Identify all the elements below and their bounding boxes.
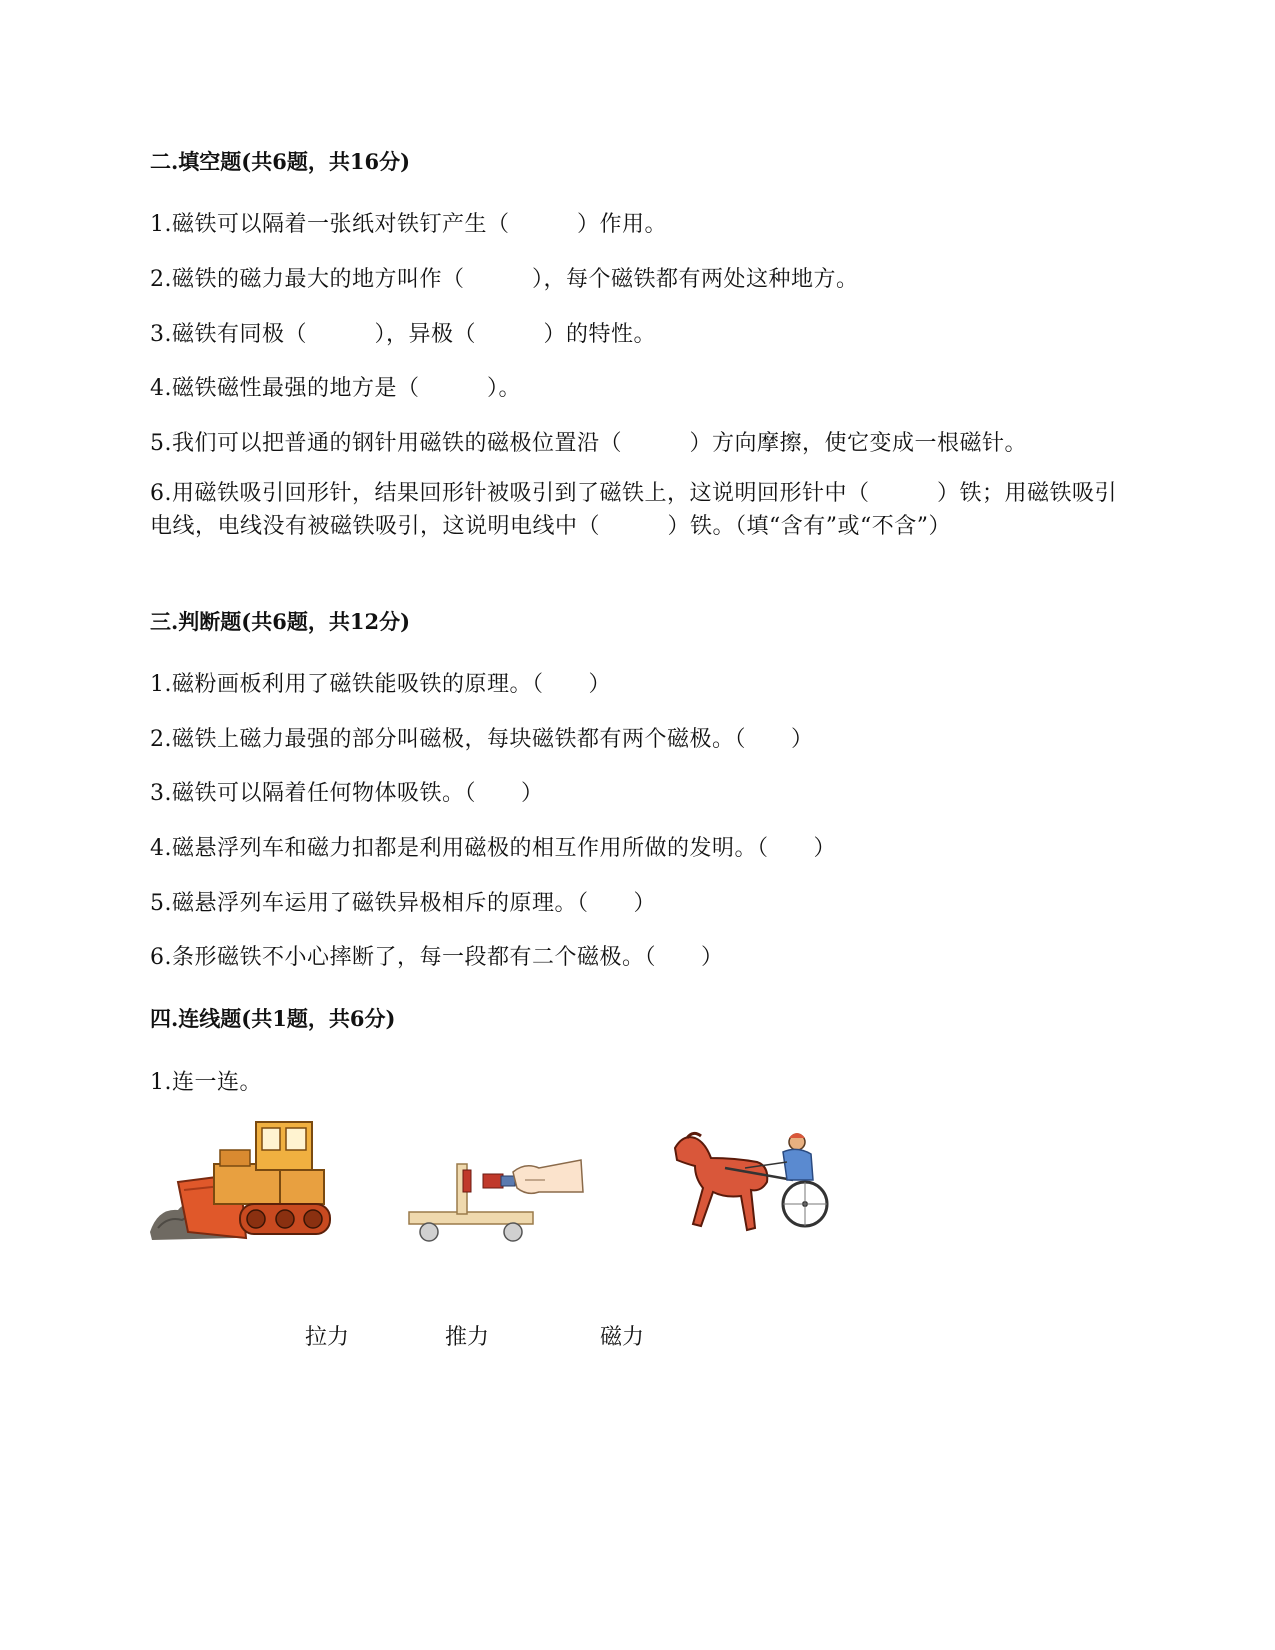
section-4-heading: 四.连线题(共1题，共6分) (150, 1006, 396, 1031)
judge-question-1: 1.磁粉画板利用了磁铁能吸铁的原理。（ ） (150, 672, 611, 697)
judge-question-4: 4.磁悬浮列车和磁力扣都是利用磁极的相互作用所做的发明。（ ） (150, 836, 836, 861)
judge-question-6: 6.条形磁铁不小心摔断了，每一段都有二个磁极。（ ） (150, 945, 724, 970)
judge-question-5: 5.磁悬浮列车运用了磁铁异极相斥的原理。（ ） (150, 891, 656, 916)
judge-question-3: 3.磁铁可以隔着任何物体吸铁。（ ） (150, 781, 544, 806)
fill-question-6: 6.用磁铁吸引回形针，结果回形针被吸引到了磁铁上，这说明回形针中（ ）铁；用磁铁吸引电线，电线没有被磁铁吸引，这说明电线中（ ）铁。（填“含有”或“不含”） (150, 481, 1117, 539)
label-magnetic-force: 磁力 (600, 1325, 645, 1350)
fill-question-2: 2.磁铁的磁力最大的地方叫作（ ），每个磁铁都有两处这种地方。 (150, 267, 859, 292)
section-2-heading: 二.填空题(共6题，共16分) (150, 149, 411, 174)
fill-question-3: 3.磁铁有同极（ ），异极（ ）的特性。 (150, 322, 656, 347)
label-pull-force: 拉力 (305, 1325, 350, 1350)
match-question-1: 1.连一连。 (150, 1070, 262, 1095)
bulldozer-picture (148, 1120, 338, 1250)
fill-question-1: 1.磁铁可以隔着一张纸对铁钉产生（ ）作用。 (150, 212, 667, 237)
section-3-heading: 三.判断题(共6题，共12分) (150, 609, 411, 634)
fill-question-5: 5.我们可以把普通的钢针用磁铁的磁极位置沿（ ）方向摩擦，使它变成一根磁针。 (150, 431, 1027, 456)
magnet-cart-picture (405, 1140, 590, 1250)
label-push-force: 推力 (445, 1325, 490, 1350)
fill-question-4: 4.磁铁磁性最强的地方是（ ）。 (150, 376, 521, 401)
judge-question-2: 2.磁铁上磁力最强的部分叫磁极，每块磁铁都有两个磁极。（ ） (150, 727, 814, 752)
horse-cart-picture (665, 1128, 835, 1248)
